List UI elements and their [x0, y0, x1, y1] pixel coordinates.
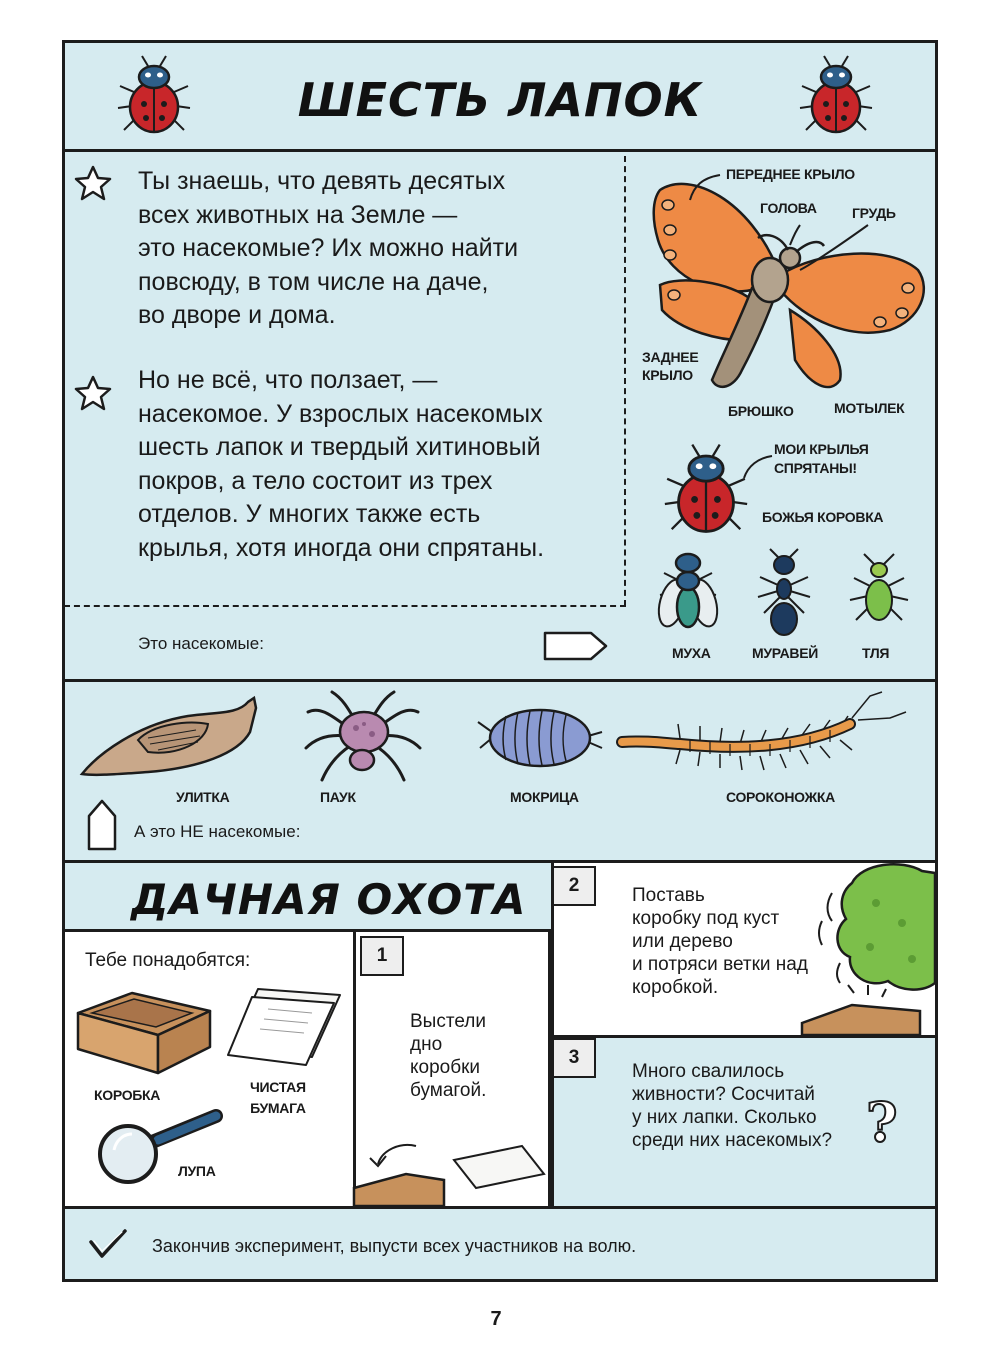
moth-label-hindwing: [642, 348, 698, 384]
star-icon: [74, 165, 112, 201]
step-2-line: коробку под куст: [632, 908, 780, 929]
star-icon: [74, 375, 112, 411]
step-1-text: [410, 1010, 486, 1102]
hunt-title: ДАЧНАЯ ОХОТА: [131, 875, 527, 924]
material-label-paper: [250, 1077, 306, 1119]
text-line: это насекомые? Их можно найти: [138, 234, 519, 262]
speech-pointer: [738, 452, 778, 482]
step-2-line: коробкой.: [632, 977, 719, 998]
step-1-line: бумагой.: [410, 1080, 487, 1101]
moth-label-hindwing-line: КРЫЛО: [642, 367, 693, 383]
step-3-line: среди них насекомых?: [632, 1130, 833, 1151]
paper-illustration: [228, 985, 346, 1071]
step-2-line: Поставь: [632, 885, 705, 906]
step-1-badge: 1: [360, 936, 404, 976]
moth-label-head: ГОЛОВА: [760, 200, 817, 216]
footer-note: Закончив эксперимент, выпусти всех участников на волю.: [152, 1236, 637, 1256]
spider-illustration: [302, 686, 424, 782]
step-2-line: и потряси ветки над: [632, 954, 808, 975]
text-line: покров, а тело состоит из трех: [138, 466, 493, 495]
step-2-line: или дерево: [632, 931, 733, 952]
dashed-divider-vertical: [624, 156, 626, 606]
text-line: повсюду, в том числе на даче,: [138, 267, 489, 296]
centipede-illustration: [620, 690, 910, 774]
question-mark-icon: ?: [866, 1090, 898, 1154]
text-line: во дворе и дома.: [138, 301, 336, 329]
arrow-tag-right-icon: [543, 630, 609, 662]
non-insect-label-spider: ПАУК: [320, 789, 356, 805]
moth-label-hindwing-line: ЗАДНЕЕ: [642, 349, 699, 365]
ant-illustration: [752, 547, 816, 639]
section-title: ШЕСТЬ ЛАПОК: [297, 73, 703, 127]
step-3-text: [632, 1060, 832, 1152]
step-3-line: у них лапки. Сколько: [632, 1107, 817, 1128]
material-label-box: КОРОБКА: [94, 1087, 161, 1103]
fly-illustration: [650, 545, 726, 637]
aphid-illustration: [846, 552, 912, 630]
ladybug-speech-line: МОИ КРЫЛЬЯ: [774, 441, 869, 457]
text-line: Ты знаешь, что девять десятых: [138, 167, 506, 195]
non-insect-label-woodlouse: МОКРИЦА: [510, 789, 579, 805]
step-2-badge: 2: [552, 866, 596, 906]
ladybug-speech-line: СПРЯТАНЫ!: [774, 460, 857, 476]
step-1-line: коробки: [410, 1057, 481, 1078]
insect-label-ant: МУРАВЕЙ: [752, 645, 818, 661]
step-3-badge: 3: [552, 1038, 596, 1078]
step-2-text: [632, 884, 808, 999]
bush-illustration: [792, 863, 935, 1035]
hunt-title-panel: [62, 860, 554, 932]
insects-label: Это насекомые:: [138, 634, 264, 653]
material-label-paper-line: БУМАГА: [250, 1100, 306, 1116]
checkmark-icon: [88, 1228, 128, 1260]
insect-label-fly: МУХА: [672, 645, 711, 661]
slug-illustration: [78, 694, 268, 782]
material-label-paper-line: ЧИСТАЯ: [250, 1079, 306, 1095]
insect-label-aphid: ТЛЯ: [862, 645, 890, 661]
step-1-line: Выстели: [410, 1011, 486, 1032]
intro-paragraph: [138, 165, 618, 333]
box-and-paper-illustration: [352, 1130, 548, 1206]
ladybug-speech: [774, 440, 869, 478]
text-line: всех животных на Земле —: [138, 200, 458, 229]
text-line: шесть лапок и твердый хитиновый: [138, 433, 541, 461]
box-illustration: [72, 983, 218, 1075]
step-3-line: Много свалилось: [632, 1061, 785, 1082]
materials-heading: Тебе понадобятся:: [85, 950, 251, 971]
step-3-line: живности? Сосчитай: [632, 1084, 815, 1105]
text-line: Но не всё, что ползает, —: [138, 366, 438, 394]
moth-label-thorax: ГРУДЬ: [852, 205, 896, 221]
moth-label-name: МОТЫЛЕК: [834, 400, 905, 416]
text-line: отделов. У многих также есть: [138, 500, 481, 528]
page-number: 7: [490, 1308, 502, 1330]
definition-paragraph: [138, 364, 618, 565]
non-insects-label: А это НЕ насекомые:: [134, 822, 301, 841]
moth-label-forewing: ПЕРЕДНЕЕ КРЫЛО: [726, 166, 855, 182]
non-insect-label-centipede: СОРОКОНОЖКА: [726, 789, 835, 805]
text-line: насекомое. У взрослых насекомых: [138, 399, 543, 428]
ladybug-illustration-left: [112, 52, 196, 136]
woodlouse-illustration: [476, 702, 604, 774]
arrow-tag-up-icon: [86, 798, 118, 852]
moth-label-abdomen: БРЮШКО: [728, 403, 794, 419]
dashed-divider-horizontal: [64, 605, 626, 607]
ladybug-label: БОЖЬЯ КОРОВКА: [762, 509, 884, 525]
step-1-line: дно: [410, 1034, 443, 1055]
material-label-magnifier: ЛУПА: [178, 1163, 216, 1179]
text-line: крылья, хотя иногда они спрятаны.: [138, 533, 545, 562]
ladybug-illustration-right: [794, 52, 878, 136]
non-insect-label-snail: УЛИТКА: [176, 789, 230, 805]
